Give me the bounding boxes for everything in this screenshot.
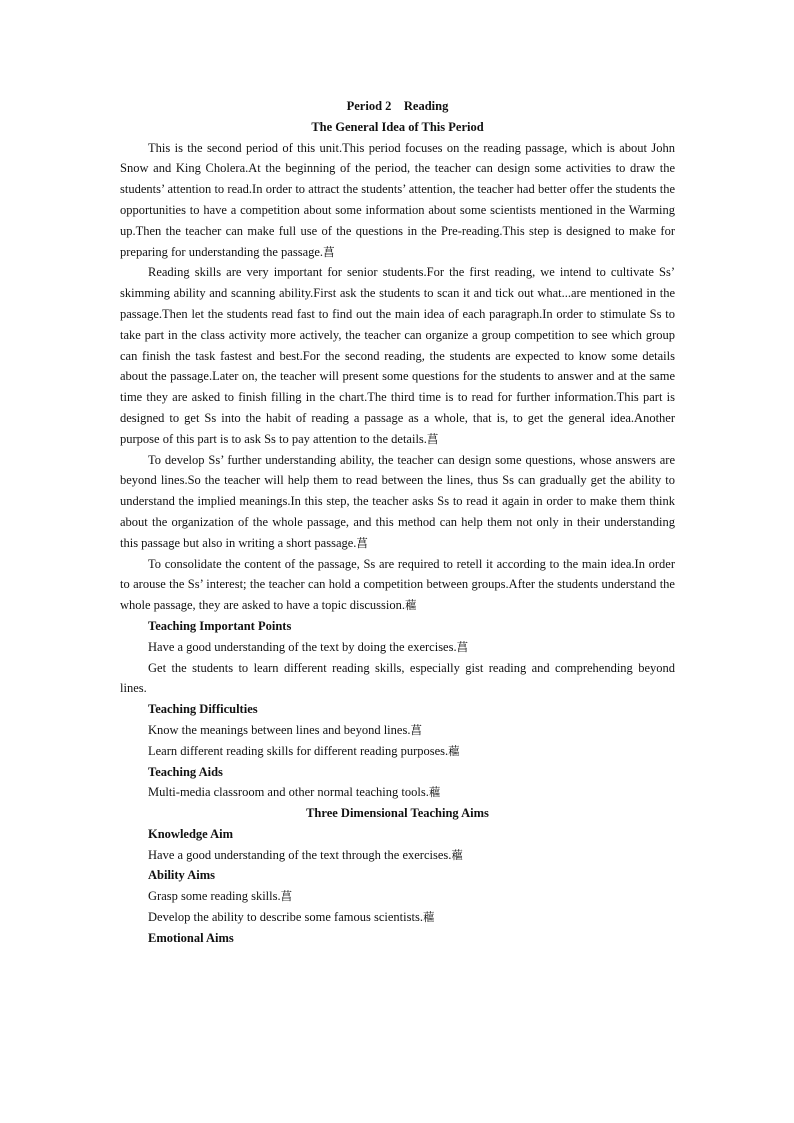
difficulty-2-mark: 藲 xyxy=(448,743,460,758)
paragraph-1-mark: 菖 xyxy=(323,244,335,259)
paragraph-1 xyxy=(120,138,675,263)
knowledge-aim-1-text: Have a good understanding of the text through the exercises. xyxy=(148,847,452,862)
document-page xyxy=(120,96,675,949)
heading-ability-aims: Ability Aims xyxy=(148,868,216,883)
teaching-aid-1 xyxy=(120,782,675,803)
teaching-aid-1-mark: 藲 xyxy=(428,785,441,800)
difficulty-2 xyxy=(120,741,675,762)
important-point-1-mark: 菖 xyxy=(456,639,469,654)
important-point-1-text: Have a good understanding of the text by doing the exercises. xyxy=(148,639,457,654)
paragraph-3-text: To develop Ss’ further understanding ability, the teacher can design some questions, whose answers are beyond lines.So the teacher will help them to read between the lines, thus Ss can gradually get the ability to understand the implied meanings.In this step, the teacher asks Ss to read it again in order to make them think about the organization of the whole passage, and this method can help them not only in their understanding this passage but also in writing a short passage. xyxy=(120,452,675,550)
knowledge-aim-1-mark: 藲 xyxy=(451,847,463,862)
section-title-general-idea: The General Idea of This Period xyxy=(311,119,484,134)
important-point-1 xyxy=(120,637,675,658)
knowledge-aim-1 xyxy=(120,845,675,866)
ability-aim-2-mark: 藲 xyxy=(422,910,435,925)
difficulty-2-text: Learn different reading skills for different reading purposes. xyxy=(148,743,449,758)
paragraph-4-mark: 藲 xyxy=(405,598,417,613)
heading-difficulties: Teaching Difficulties xyxy=(148,702,258,717)
heading-teaching-aids: Teaching Aids xyxy=(148,764,223,779)
difficulty-1-text: Know the meanings between lines and beyond lines. xyxy=(148,722,411,737)
paragraph-4-text: To consolidate the content of the passage, Ss are required to retell it according to the main idea.In order to arouse the Ss’ interest; the teacher can hold a competition between groups.After the students understand the whole passage, they are asked to have a topic discussion. xyxy=(120,556,675,613)
paragraph-3-mark: 菖 xyxy=(356,535,368,550)
heading-knowledge-aim: Knowledge Aim xyxy=(148,826,234,841)
difficulty-1 xyxy=(120,720,675,741)
paragraph-2-mark: 菖 xyxy=(426,431,439,446)
paragraph-3 xyxy=(120,450,675,554)
difficulty-1-mark: 菖 xyxy=(410,722,422,737)
ability-aim-1-mark: 菖 xyxy=(280,889,293,904)
paragraph-2 xyxy=(120,262,675,449)
heading-emotional-aims: Emotional Aims xyxy=(148,930,234,945)
page-title: Period 2 Reading xyxy=(346,99,449,113)
ability-aim-1 xyxy=(120,886,675,907)
paragraph-2-text: Reading skills are very important for senior students.For the first reading, we intend to cultivate Ss’ skimming ability and scanning ability.First ask the students to scan it and tick out what...are mentioned in the passage.Then let the students read fast to find out the main idea of each paragraph.In order to stimulate Ss to take part in the class activity more actively, the teacher can organize a group competition to see which group can finish the task fastest and best.For the second reading, the students are expected to know some details about the passage.Later on, the teacher will present some questions for the students to answer and at the same time they are asked to finish filling in the chart.The third time is to read for further information.This part is designed to get Ss into the habit of reading a passage as a whole, that is, to get the general idea.Another purpose of this part is to ask Ss to pay attention to the details. xyxy=(120,265,675,446)
important-point-2: Get the students to learn different reading skills, especially gist reading and comprehending beyond lines. xyxy=(120,660,675,696)
ability-aim-1-text: Grasp some reading skills. xyxy=(148,889,281,904)
ability-aim-2-text: Develop the ability to describe some famous scientists. xyxy=(148,910,423,925)
section-title-teaching-aims: Three Dimensional Teaching Aims xyxy=(306,806,489,821)
paragraph-4 xyxy=(120,554,675,616)
ability-aim-2 xyxy=(120,907,675,928)
teaching-aid-1-text: Multi-media classroom and other normal teaching tools. xyxy=(148,785,429,800)
heading-important-points: Teaching Important Points xyxy=(148,618,292,633)
paragraph-1-text: This is the second period of this unit.This period focuses on the reading passage, which is about John Snow and King Cholera.At the beginning of the period, the teacher can design some activities to draw the students’ attention to read.In order to attract the students’ attention, the teacher had better offer the students the opportunities to have a competition about some information about some scientists mentioned in the Warming up.Then the teacher can make full use of the questions in the Pre-reading.This step is designed to make for preparing for understanding the passage. xyxy=(120,140,675,259)
